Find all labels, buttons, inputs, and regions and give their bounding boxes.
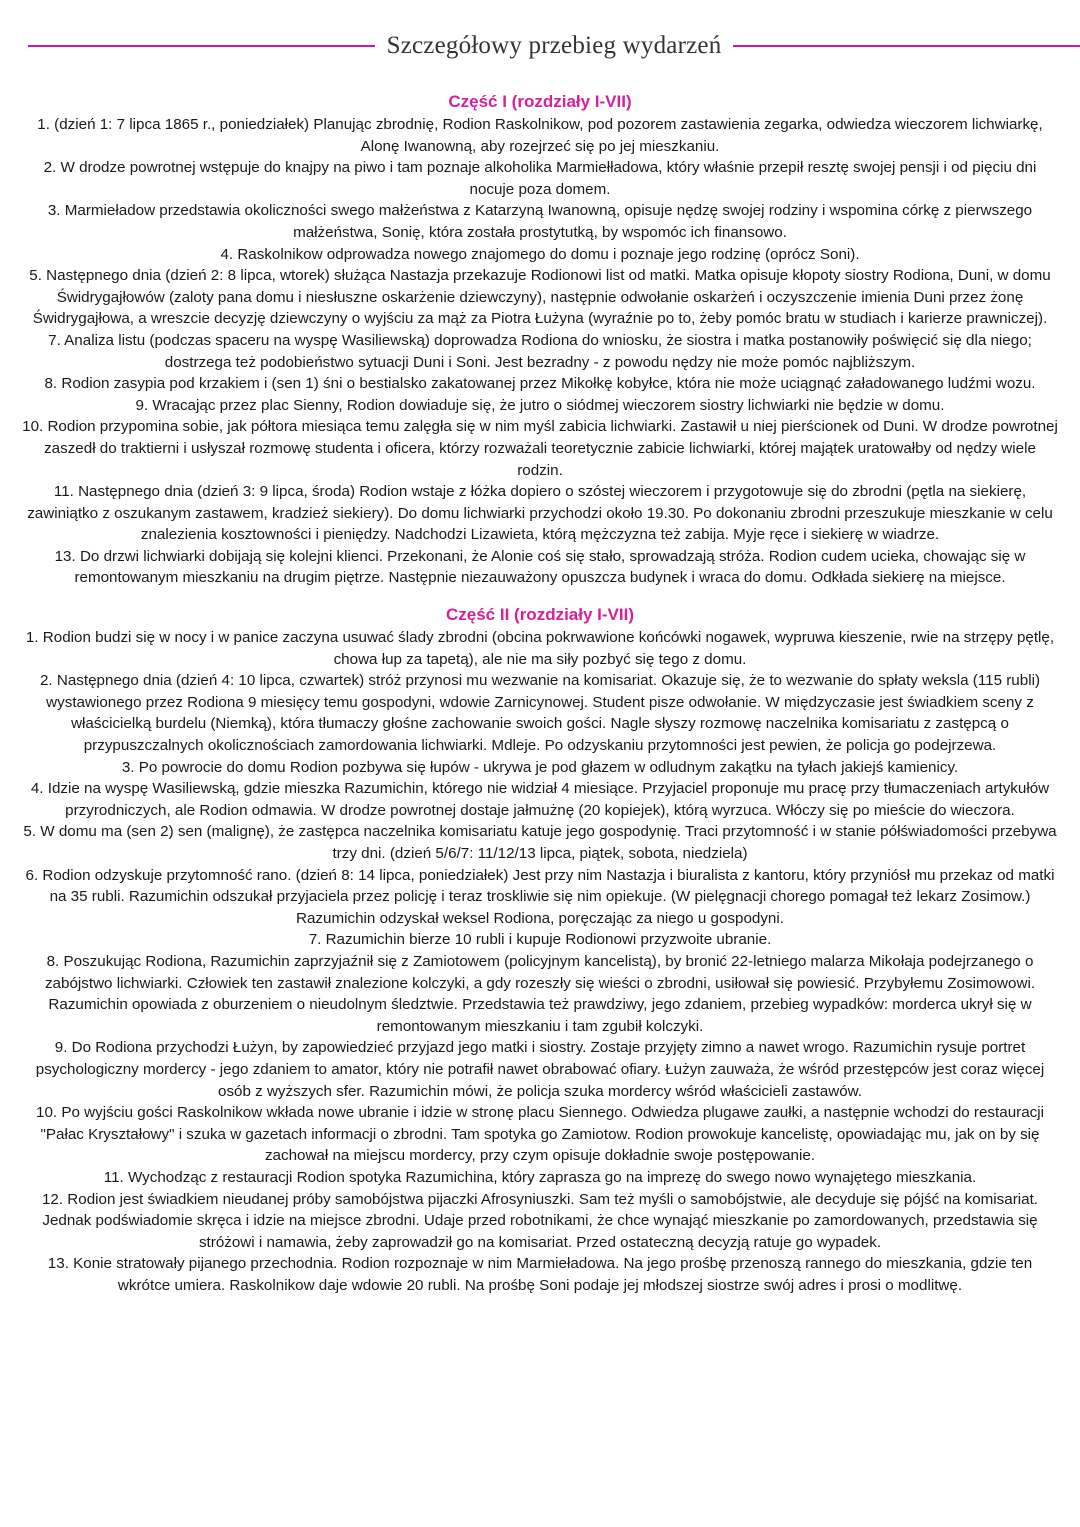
page-title: Szczegółowy przebieg wydarzeń	[386, 32, 722, 59]
event-paragraph: 3. Marmieładow przedstawia okoliczności swego małżeństwa z Katarzyną Iwanowną, opisuje nędzę swojej rodziny i wspomina córkę z pierwszego małżeństwa, Sonię, która została prostytutką, by wspomóc ich finansowo.	[47, 202, 1033, 241]
event-paragraph: 9. Do Rodiona przychodzi Łużyn, by zapowiedzieć przyjazd jego matki i siostry. Zostaje przyjęty zimno a nawet wrogo. Razumichin rysuje portret psychologiczny mordercy - jego zdaniem to amator, który nie potrafił nawet obrabować ofiary. Łużyn zauważa, że wśród przestępców jest coraz więcej osób z wyższych sfer. Razumichin mówi, że policja szuka mordercy wśród właścicieli zastawów.	[35, 1039, 1045, 1100]
event-paragraph: 13. Konie stratowały pijanego przechodnia. Rodion rozpoznaje w nim Marmieładowa. Na jego prośbę przenoszą rannego do mieszkania, gdzie ten wkrótce umiera. Raskolnikow daje wdowie 20 rubli. Na prośbę Soni podaje jej młodszej siostrze swój adres i prosi o modlitwę.	[47, 1255, 1033, 1294]
event-paragraph: 8. Poszukując Rodiona, Razumichin zaprzyjaźnił się z Zamiotowem (policyjnym kancelistą), by bronić 22-letniego malarza Mikołaja podejrzanego o zabójstwo lichwiarki. Człowiek ten zastawił znalezione kolczyki, a gdy rozeszły się wieści o zbrodni, usiłował się powiesić. Przybyłemu Zosimowowi. Razumichin opowiada z oburzeniem o nieudolnym śledztwie. Przedstawia też prawdziwy, jego zdaniem, przebieg wypadków: morderca ukrył się w remontowanym mieszkaniu i tam zgubił kolczyki.	[44, 952, 1036, 1035]
event-paragraph: 2. Następnego dnia (dzień 4: 10 lipca, czwartek) stróż przynosi mu wezwanie na komisariat. Okazuje się, że to wezwanie do spłaty weksla (115 rubli) wystawionego przez Rodiona 9 miesięcy temu gospodyni, wdowie Zarnicynowej. Student pisze odwołanie. W międzyczasie jest świadkiem sceny z właścicielką burdelu (Niemką), która tłumaczy głośne zachowanie swoich gości. Nagle słyszy rozmowę naczelnika komisariatu z zastępcą o przypuszczalnych okolicznościach zamordowania lichwiarki. Mdleje. Po odzyskaniu przytomności jest pewien, że policja go podejrzewa.	[39, 672, 1041, 755]
event-paragraph: 7. Razumichin bierze 10 rubli i kupuje Rodionowi przyzwoite ubranie.	[308, 931, 772, 949]
section-part-1	[20, 90, 1060, 589]
event-paragraph: 4. Idzie na wyspę Wasiliewską, gdzie mieszka Razumichin, którego nie widział 4 miesiące. Przyjaciel proponuje mu pracę przy tłumaczeniach artykułów przyrodniczych, ale Rodion odmawia. W drodze powrotnej dostaje jałmużnę (20 kopiejek), którą wyrzuca. Włóczy się po mieście do wieczora.	[30, 780, 1050, 819]
event-paragraph: 3. Po powrocie do domu Rodion pozbywa się łupów - ukrywa je pod głazem w odludnym zakątku na tyłach jakiejś kamienicy.	[121, 758, 959, 776]
page-header	[0, 28, 1080, 64]
event-paragraph: 5. Następnego dnia (dzień 2: 8 lipca, wtorek) służąca Nastazja przekazuje Rodionowi list od matki. Matka opisuje kłopoty siostry Rodiona, Duni, w domu Świdrygajłowów (zaloty pana domu i niesłuszne oskarżenie dziewczyny), następnie odwołanie oskarżeń i oczyszczenie imienia Duni przez żonę Świdrygajłowa, a wreszcie decyzję dziewczyny o wyjściu za mąż za Piotra Łużyna (wyraźnie po to, żeby pomóc bratu w studiach i karierze prawniczej).	[29, 267, 1051, 328]
event-paragraph: 9. Wracając przez plac Sienny, Rodion dowiaduje się, że jutro o siódmej wieczorem siostry lichwiarki nie będzie w domu.	[135, 396, 945, 414]
event-paragraph: 8. Rodion zasypia pod krzakiem i (sen 1) śni o bestialsko zakatowanej przez Mikołkę kobyłce, która nie może uciągnąć załadowanego ludźmi wozu.	[44, 375, 1036, 393]
header-rule-right	[733, 45, 1080, 47]
event-paragraph: 10. Rodion przypomina sobie, jak półtora miesiąca temu zalęgła się w nim myśl zabicia lichwiarki. Zastawił u niej pierścionek od Duni. W drodze powrotnej zaszedł do traktierni i usłyszał rozmowę studenta i oficera, którzy rozważali teoretycznie zabicie lichwiarki, której majątek uratowałby od nędzy wiele rodzin.	[22, 418, 1058, 479]
document-body	[20, 90, 1060, 1296]
event-paragraph: 1. (dzień 1: 7 lipca 1865 r., poniedziałek) Planując zbrodnię, Rodion Raskolnikow, pod pozorem zastawienia zegarka, odwiedza wieczorem lichwiarkę, Alonę Iwanowną, aby rozejrzeć się po jej mieszkaniu.	[37, 116, 1043, 155]
section-part-2	[20, 603, 1060, 1296]
section-title: Część I (rozdziały I-VII)	[448, 92, 632, 111]
event-paragraph: 5. W domu ma (sen 2) sen (malignę), że zastępca naczelnika komisariatu katuje jego gospodynię. Traci przytomność i w stanie półświadomości przebywa trzy dni. (dzień 5/6/7: 11/12/13 lipca, piątek, sobota, niedziela)	[23, 823, 1057, 862]
section-title: Część II (rozdziały I-VII)	[446, 605, 634, 625]
header-rule-left	[28, 45, 375, 47]
event-paragraph: 13. Do drzwi lichwiarki dobijają się kolejni klienci. Przekonani, że Alonie coś się stało, sprowadzają stróża. Rodion cudem ucieka, chowając się w remontowanym mieszkaniu na drugim piętrze. Następnie niezauważony opuszcza budynek i wraca do domu. Odkłada siekierę na miejsce.	[54, 547, 1026, 587]
event-paragraph: 11. Następnego dnia (dzień 3: 9 lipca, środa) Rodion wstaje z łóżka dopiero o szóstej wieczorem i przygotowuje się do zbrodni (pętla na siekierę, zawiniątko z oszukanym zastawem, kradzież siekiery). Do domu lichwiarki przychodzi około 19.30. Po dokonaniu zbrodni przeszukuje mieszkanie w celu znalezienia kosztowności i pieniędzy. Nadchodzi Lizawieta, którą mężczyzna też zabija. Myje ręce i siekierę w wiadrze.	[27, 483, 1053, 544]
event-paragraph: 6. Rodion odzyskuje przytomność rano. (dzień 8: 14 lipca, poniedziałek) Jest przy nim Nastazja i biuralista z kantoru, który przyniósł mu przekaz od matki na 35 rubli. Razumichin odszukał przyjaciela przez policję i teraz troskliwie się nim opiekuje. (W pielęgnacji chorego pomagał też lekarz Zosimow.) Razumichin odzyskał weksel Rodiona, poręczając za niego u gospodyni.	[25, 866, 1055, 927]
event-paragraph: 10. Po wyjściu gości Raskolnikow wkłada nowe ubranie i idzie w stronę placu Siennego. Odwiedza plugawe zaułki, a następnie wchodzi do restauracji "Pałac Kryształowy" i szuka w gazetach informacji o zbrodni. Tam spotyka go Zamiotow. Rodion prowokuje kancelistę, opowiadając mu, jak on by się zachował na miejscu mordercy, przy czym opisuje dokładnie swoje postępowanie.	[36, 1104, 1044, 1165]
event-paragraph: 7. Analiza listu (podczas spaceru na wyspę Wasiliewską) doprowadza Rodiona do wniosku, że siostra i matka postanowiły poświęcić się dla niego; dostrzega też podobieństwo sytuacji Duni i Soni. Jest bezradny - z powodu nędzy nie może pomóc najbliższym.	[48, 331, 1032, 371]
event-paragraph: 12. Rodion jest świadkiem nieudanej próby samobójstwa pijaczki Afrosyniuszki. Sam też myśli o samobójstwie, ale decyduje się pójść na komisariat. Jednak podświadomie skręca i idzie na miejsce zbrodni. Udaje przed robotnikami, że chce wynająć mieszkanie po zamordowanych, przedstawia się stróżowi i namawia, żeby zaprowadził go na komisariat. Przed ostateczną decyzją ratuje go wypadek.	[41, 1190, 1039, 1251]
event-paragraph: 4. Raskolnikow odprowadza nowego znajomego do domu i poznaje jego rodzinę (oprócz Soni).	[220, 245, 860, 263]
event-paragraph: 2. W drodze powrotnej wstępuje do knajpy na piwo i tam poznaje alkoholika Marmiełładowa, który właśnie przepił resztę swojej pensji i od pięciu dni nocuje poza domem.	[43, 159, 1037, 198]
event-paragraph: 11. Wychodząc z restauracji Rodion spotyka Razumichina, który zaprasza go na imprezę do swego nowo wynajętego mieszkania.	[103, 1168, 977, 1186]
event-paragraph: 1. Rodion budzi się w nocy i w panice zaczyna usuwać ślady zbrodni (obcina pokrwawione końcówki nogawek, wypruwa kieszenie, rwie na strzępy pętlę, chowa łup za tapetą), ale nie ma siły pozbyć się tego z domu.	[25, 629, 1055, 668]
